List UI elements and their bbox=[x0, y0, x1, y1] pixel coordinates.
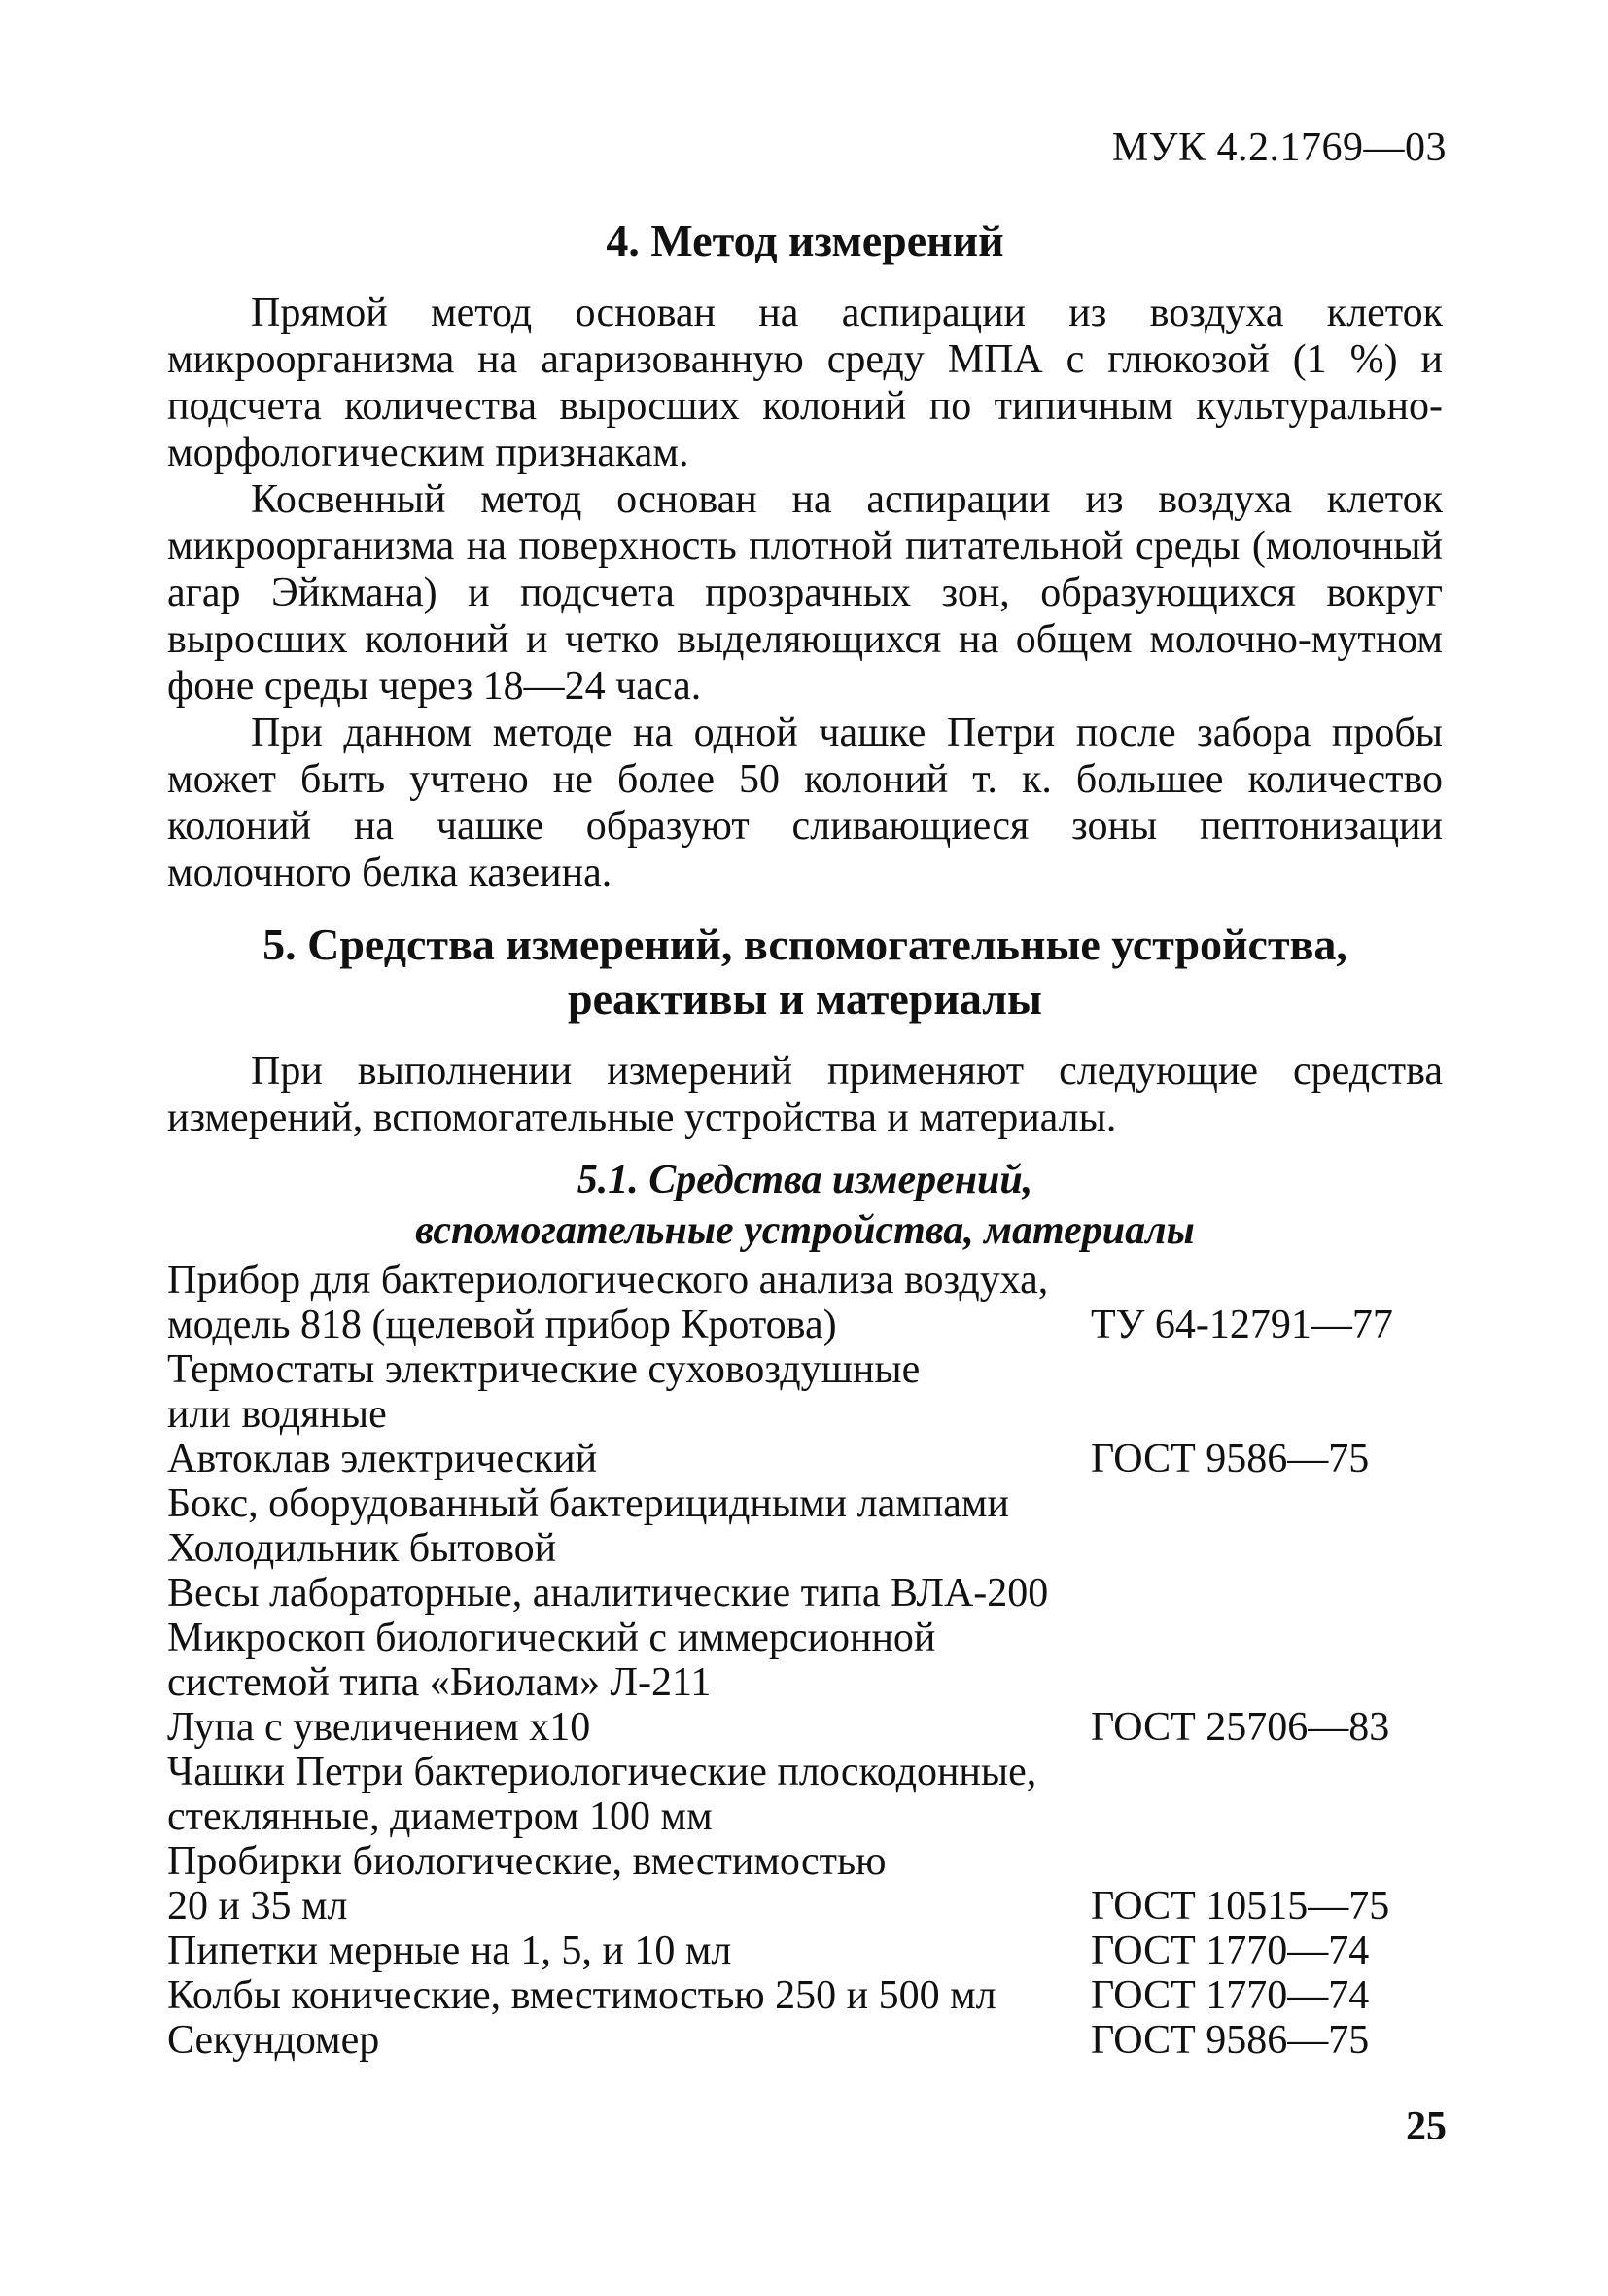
equipment-row bbox=[167, 1660, 1412, 1705]
section-5-title bbox=[167, 918, 1443, 1026]
equipment-row bbox=[167, 1973, 1412, 2018]
equipment-row bbox=[167, 1571, 1412, 1616]
equipment-name: Секундомер bbox=[167, 2018, 380, 2063]
equipment-name: Чашки Петри бактериологические плоскодонные, bbox=[167, 1750, 1037, 1794]
equipment-row bbox=[167, 1258, 1412, 1303]
subsection-title-line: вспомогательные устройства, материалы bbox=[415, 1208, 1195, 1253]
equipment-name: Весы лабораторные, аналитические типа ВЛА-200 bbox=[167, 1571, 1049, 1616]
equipment-standard: ГОСТ 1770—74 bbox=[1091, 1973, 1370, 2018]
equipment-name: Микроскоп биологический с иммерсионной bbox=[167, 1616, 936, 1660]
equipment-standard: ГОСТ 10515—75 bbox=[1091, 1884, 1390, 1929]
section-4-title: 4. Метод измерений bbox=[606, 216, 1004, 265]
equipment-row bbox=[167, 1929, 1412, 1973]
equipment-standard: ГОСТ 25706—83 bbox=[1091, 1705, 1390, 1750]
equipment-row bbox=[167, 1750, 1412, 1794]
page-content bbox=[167, 214, 1443, 2063]
equipment-name: Автоклав электрический bbox=[167, 1437, 598, 1481]
equipment-standard: ГОСТ 1770—74 bbox=[1091, 1929, 1370, 1973]
subsection-title-line: 5.1. Средства измерений, bbox=[577, 1158, 1033, 1202]
equipment-row bbox=[167, 1794, 1412, 1839]
equipment-name: Пробирки биологические, вместимостью bbox=[167, 1839, 887, 1884]
equipment-row bbox=[167, 1437, 1412, 1481]
subsection-5-1-title bbox=[167, 1155, 1443, 1256]
section-5-title-line: реактивы и материалы bbox=[568, 974, 1042, 1024]
document-code: МУК 4.2.1769—03 bbox=[1111, 125, 1447, 170]
equipment-name: Термостаты электрические суховоздушные bbox=[167, 1347, 921, 1392]
equipment-standard: ГОСТ 9586—75 bbox=[1091, 1437, 1370, 1481]
page-number: 25 bbox=[1406, 2105, 1447, 2149]
equipment-standard: ГОСТ 9586—75 bbox=[1091, 2018, 1370, 2063]
equipment-row bbox=[167, 1526, 1412, 1571]
section-4-paragraph: Косвенный метод основан на аспирации из воздуха клеток микроорганизма на поверхность плотной питательной среды (молочный агар Эйкмана) и подсчета прозрачных зон, образующихся вокруг выросших колоний и четко выделяющихся на общем молочно-мутном фоне среды через 18—24 часа. bbox=[167, 477, 1443, 709]
equipment-name: 20 и 35 мл bbox=[167, 1884, 348, 1929]
section-5-intro: При выполнении измерений применяют следующие средства измерений, вспомогательные устройства и материалы. bbox=[167, 1049, 1443, 1140]
equipment-row bbox=[167, 1839, 1412, 1884]
equipment-name: стеклянные, диаметром 100 мм bbox=[167, 1794, 713, 1839]
equipment-name: Лупа с увеличением х10 bbox=[167, 1705, 591, 1750]
equipment-name: модель 818 (щелевой прибор Кротова) bbox=[167, 1303, 837, 1347]
equipment-row bbox=[167, 2018, 1412, 2063]
equipment-name: Колбы конические, вместимостью 250 и 500 мл bbox=[167, 1973, 996, 2018]
equipment-row bbox=[167, 1616, 1412, 1660]
section-4-paragraph: При данном методе на одной чашке Петри после забора пробы может быть учтено не более 50 колоний т. к. большее количество колоний на чашке образуют сливающиеся зоны пептонизации молочного белка казеина. bbox=[167, 711, 1443, 895]
section-4-paragraph: Прямой метод основан на аспирации из воздуха клеток микроорганизма на агаризованную среду МПА с глюкозой (1 %) и подсчета количества выросших колоний по типичным культурально-морфологическим признакам. bbox=[167, 291, 1443, 475]
equipment-name: Пипетки мерные на 1, 5, и 10 мл bbox=[167, 1929, 732, 1973]
equipment-name: системой типа «Биолам» Л-211 bbox=[167, 1660, 712, 1705]
equipment-standard: ТУ 64-12791—77 bbox=[1091, 1303, 1393, 1347]
equipment-list bbox=[167, 1258, 1412, 2063]
equipment-row bbox=[167, 1303, 1412, 1347]
equipment-name: Бокс, оборудованный бактерицидными лампами bbox=[167, 1481, 1009, 1526]
equipment-row bbox=[167, 1884, 1412, 1929]
equipment-row bbox=[167, 1347, 1412, 1392]
equipment-row bbox=[167, 1392, 1412, 1437]
equipment-name: Холодильник бытовой bbox=[167, 1526, 557, 1571]
equipment-name: Прибор для бактериологического анализа воздуха, bbox=[167, 1258, 1049, 1303]
equipment-row bbox=[167, 1705, 1412, 1750]
equipment-name: или водяные bbox=[167, 1392, 387, 1437]
equipment-row bbox=[167, 1481, 1412, 1526]
section-5-title-line: 5. Средства измерений, вспомогательные устройства, bbox=[262, 920, 1347, 969]
